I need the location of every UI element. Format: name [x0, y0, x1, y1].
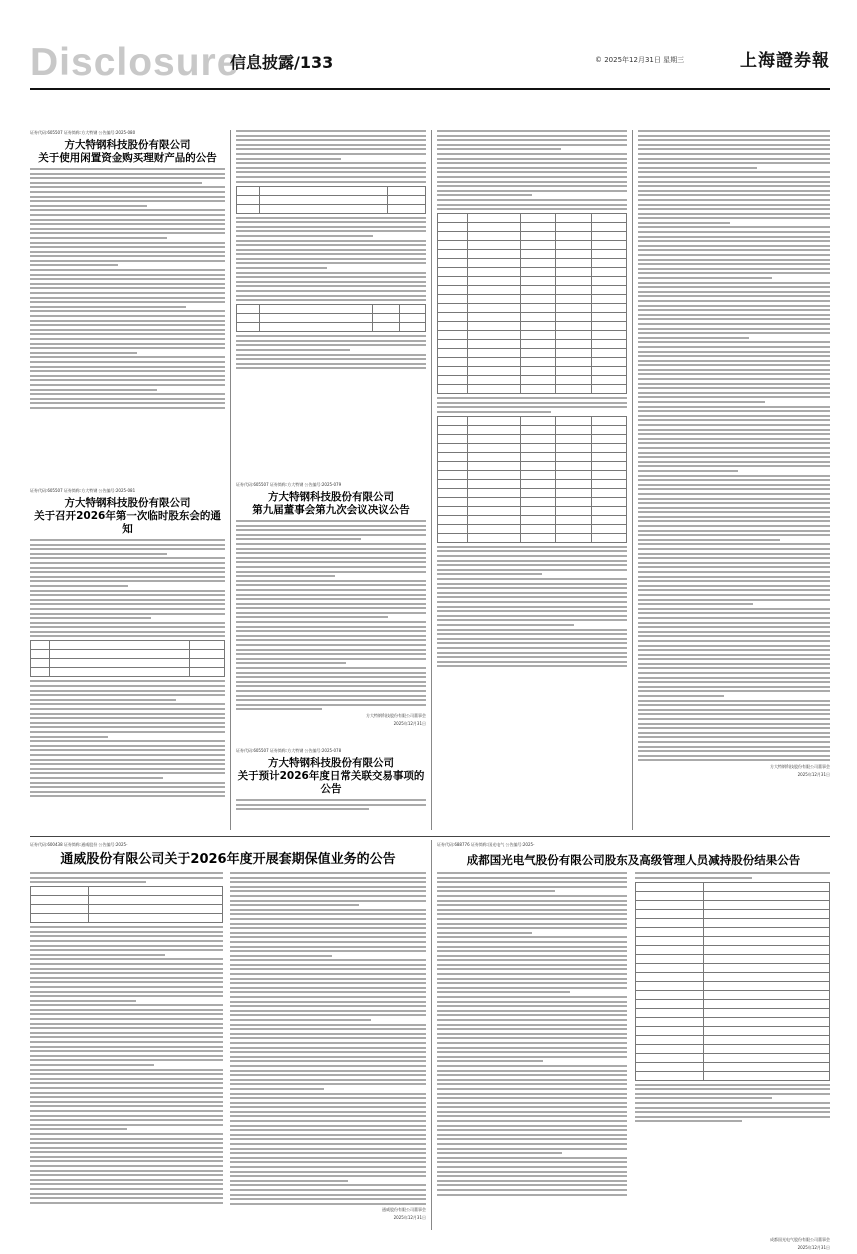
article-related-transactions	[236, 748, 426, 813]
section-name-cn: 信息披露/133	[230, 53, 334, 72]
article-signatory: 通威股份有限公司董事会	[382, 1207, 426, 1213]
article-body	[30, 539, 225, 637]
article-body	[236, 799, 426, 810]
article-title: 关于召开2026年第一次临时股东会的通知	[34, 510, 221, 535]
article-hedging	[30, 842, 426, 1232]
article-company: 方大特钢科技股份有限公司	[268, 757, 394, 769]
article-continuation	[236, 130, 426, 372]
masthead-rule	[30, 88, 830, 90]
section-divider	[30, 836, 830, 837]
vote-table	[236, 186, 426, 214]
article-body	[236, 520, 426, 710]
column-divider	[431, 840, 432, 1230]
transaction-table-1	[437, 213, 627, 394]
article-signatory: 方大特钢科技股份有限公司董事会	[770, 763, 830, 769]
article-title: 关于使用闲置资金购买理财产品的公告	[38, 152, 217, 164]
article-share-reduction	[437, 842, 830, 1250]
shareholding-table	[635, 882, 830, 1081]
article-meta: 证券代码:688776 证券简称:国光电气 公告编号:2025-	[437, 842, 535, 847]
section-name-en: Disclosure	[30, 41, 240, 84]
proxy-table	[236, 304, 426, 332]
article-title: 成都国光电气股份有限公司股东及高级管理人员减持股份结果公告	[466, 853, 801, 867]
article-date: 2025年12月31日	[393, 720, 426, 726]
article-wealth-management	[30, 130, 225, 411]
article-date: 2025年12月31日	[797, 771, 830, 777]
article-signatory: 方大特钢科技股份有限公司董事会	[366, 712, 426, 718]
article-meta: 证券代码:605507 证券简称:方大特钢 公告编号:2025-079	[236, 482, 342, 487]
article-meta: 证券代码:600438 证券简称:通威股份 公告编号:2025-	[30, 842, 128, 847]
article-body	[30, 168, 225, 409]
article-company: 方大特钢科技股份有限公司	[64, 139, 191, 151]
article-shareholder-meeting	[30, 488, 225, 800]
column-divider	[632, 130, 633, 830]
issue-date: © 2025年12月31日 星期三	[595, 56, 685, 64]
article-company: 方大特钢科技股份有限公司	[268, 491, 394, 503]
article-date: 2025年12月31日	[393, 1215, 426, 1221]
article-title: 关于预计2026年度日常关联交易事项的公告	[237, 770, 425, 795]
article-title: 第九届董事会第九次会议决议公告	[252, 504, 410, 516]
article-meta: 证券代码:605507 证券简称:方大特钢 公告编号:2025-078	[236, 748, 342, 753]
column-divider	[431, 130, 432, 830]
article-meta: 证券代码:605507 证券简称:方大特钢 公告编号:2025-081	[30, 488, 136, 493]
hedging-summary-table	[30, 886, 223, 923]
masthead	[30, 40, 830, 86]
article-date: 2025年12月31日	[797, 1244, 830, 1250]
newspaper-name: 上海證券報	[740, 51, 830, 71]
transaction-table-2	[437, 416, 627, 543]
article-title: 通威股份有限公司关于2026年度开展套期保值业务的公告	[60, 852, 396, 867]
article-related-transactions-cont	[437, 130, 627, 670]
column-divider	[230, 130, 231, 830]
article-signatory: 成都国光电气股份有限公司董事会	[770, 1236, 830, 1242]
proposal-table	[30, 640, 225, 677]
article-meta: 证券代码:605507 证券简称:方大特钢 公告编号:2025-080	[30, 130, 136, 135]
article-company: 方大特钢科技股份有限公司	[64, 497, 191, 509]
article-related-transactions-parties	[638, 130, 830, 778]
article-board-resolution	[236, 482, 426, 727]
